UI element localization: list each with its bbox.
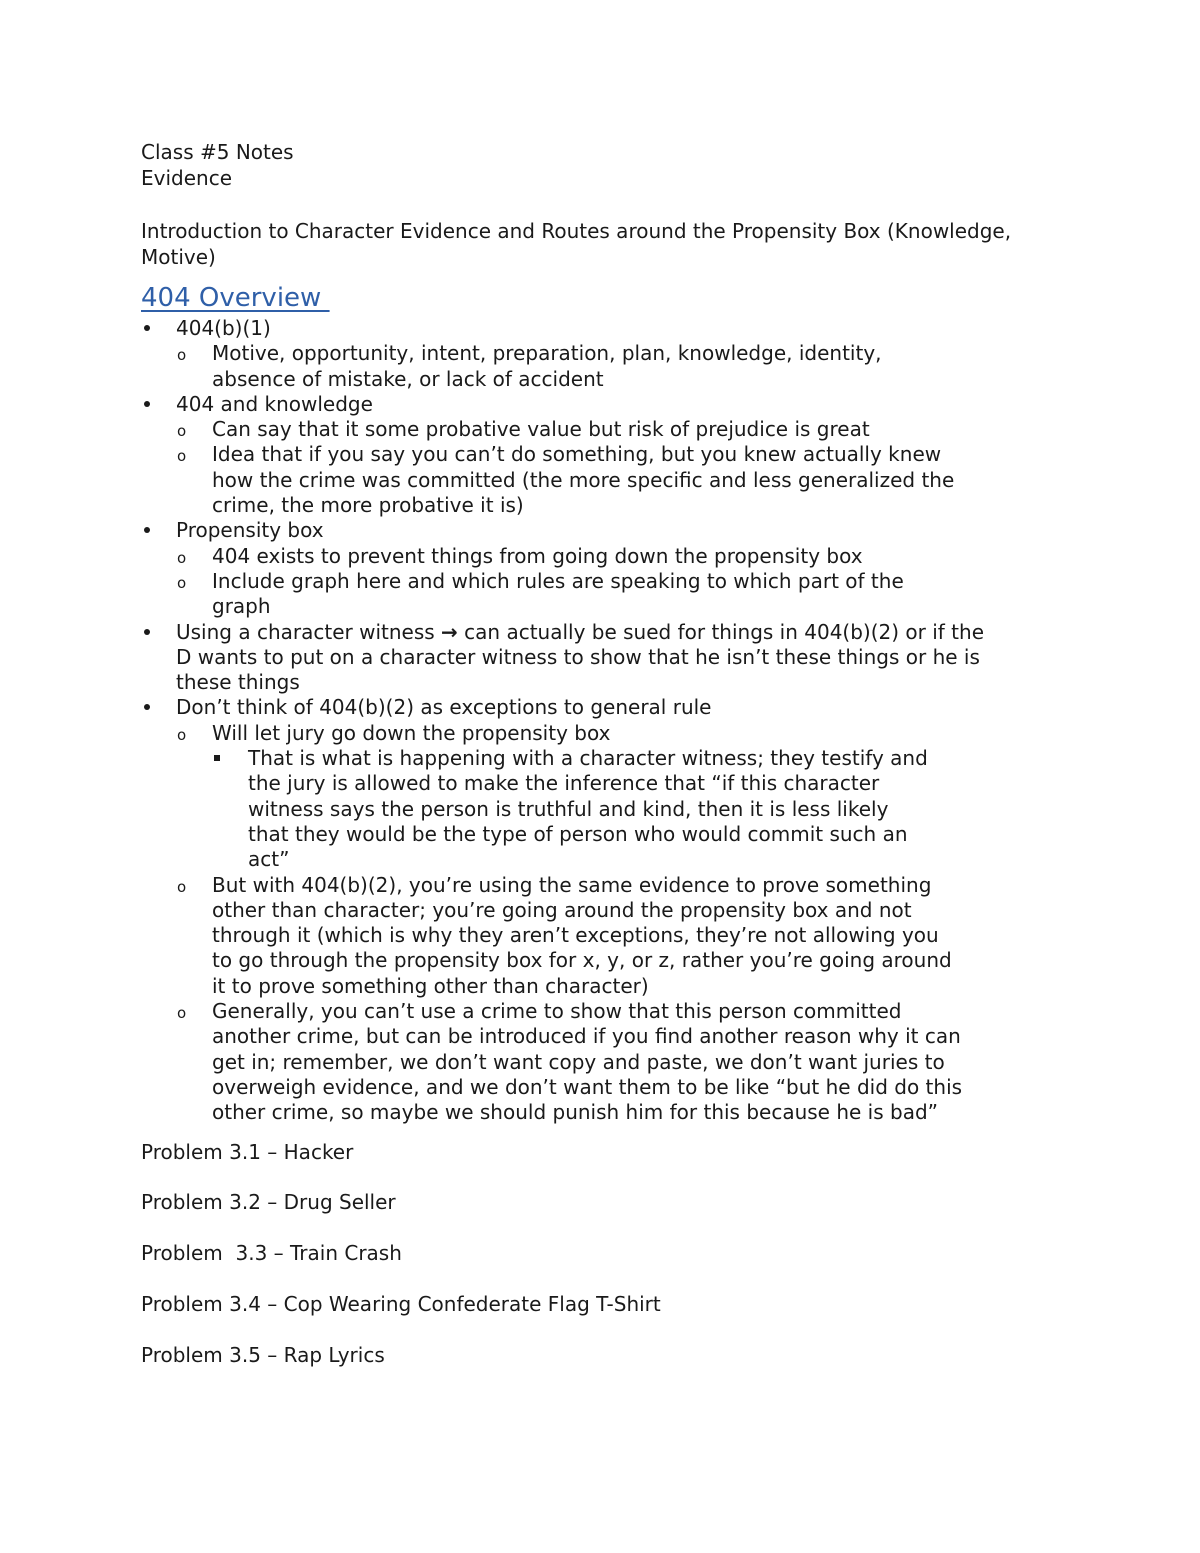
section-heading[interactable]: 404 Overview xyxy=(141,283,330,313)
list-item: Don’t think of 404(b)(2) as exceptions to general rule o Will let jury go down the propensity box That is what is happening with a character witness; they testify and the jury is allowed to make the inference that “if this character witness says the person is truthful and kind, then it is less likely that they would be the type of person who would commit such an act” o But with 404(b)(2), you’re using the same evidence to prove something other than character; you’re going around the propensity box and not through it (which is why they aren’t exceptions, they’re not allowing you to go through the propensity box for x, y, or z, rather you’re going around it to prove something other than character) o Generally, you can’t use a crime to show that this person committed another crime, but can be introduced if you find another reason why it can get in; remember, we don’t want copy and paste, we don’t want juries to overweigh evidence, and we don’t want them to be like “but he did do this other crime, so maybe we should punish him for this because he is bad” xyxy=(141,695,1071,1125)
list-item: o Motive, opportunity, intent, preparation, plan, knowledge, identity, absence of mistake, or lack of accident xyxy=(177,341,882,391)
list-item: o Will let jury go down the propensity box That is what is happening with a character witness; they testify and the jury is allowed to make the inference that “if this character witness says the person is truthful and kind, then it is less likely that they would be the type of person who would commit such an act” xyxy=(141,721,1071,873)
list-item: Using a character witness → can actually be sued for things in 404(b)(2) or if the D wants to put on a character witness to show that he isn’t these things or he is these things xyxy=(176,619,985,695)
class-title: Class #5 Notes xyxy=(141,140,294,164)
bullet-circle-icon: o xyxy=(177,1004,187,1023)
list-item: o Include graph here and which rules are speaking to which part of the graph xyxy=(177,568,904,619)
bullet-circle-icon: o xyxy=(177,725,187,744)
problem-item: Problem 3.1 – Hacker xyxy=(141,1139,354,1164)
list-item: o Generally, you can’t use a crime to show that this person committed another crime, but can be introduced if you find another reason why it can get in; remember, we don’t want copy and paste, we don’t want juries to overweigh evidence, and we don’t want them to be like “but he did do this other crime, so maybe we should punish him for this because he is bad” xyxy=(177,999,963,1125)
bullet-circle-icon: o xyxy=(177,573,187,592)
list-item: o 404 exists to prevent things from going down the propensity box xyxy=(141,544,1071,569)
list-item: o But with 404(b)(2), you’re using the same evidence to prove something other than character; you’re going around the propensity box and not through it (which is why they aren’t exceptions, they’re not allowing you to go through the propensity box for x, y, or z, rather you’re going around it to prove something other than character) xyxy=(177,872,952,998)
problem-item: Problem 3.4 – Cop Wearing Confederate Flag T-Shirt xyxy=(141,1291,661,1316)
document-page xyxy=(141,140,1071,1393)
topic-line-cont: Motive) xyxy=(141,244,216,269)
problem-item: Problem 3.2 – Drug Seller xyxy=(141,1190,396,1215)
bullet-circle-icon: o xyxy=(177,447,187,466)
right-arrow-icon: → xyxy=(441,619,458,644)
problems-list xyxy=(141,1140,1071,1369)
list-item: 404 and knowledge o Can say that it some probative value but risk of prejudice is great o Idea that if you say you can’t do something, but you knew actually knew how the crime was committed (the more specific and less generalized the crime, the more probative it is) xyxy=(141,392,1071,518)
bullet-circle-icon: o xyxy=(177,877,187,896)
list-item: That is what is happening with a character witness; they testify and the jury is allowed to make the inference that “if this character witness says the person is truthful and kind, then it is less likely that they would be the type of person who would commit such an act” xyxy=(248,746,928,872)
problem-item: Problem 3.3 – Train Crash xyxy=(141,1241,402,1266)
bullet-circle-icon: o xyxy=(177,422,187,441)
outline-list xyxy=(141,316,1071,1126)
list-item: o Can say that it some probative value but risk of prejudice is great xyxy=(141,417,1071,442)
list-item: o Idea that if you say you can’t do something, but you knew actually knew how the crime was committed (the more specific and less generalized the crime, the more probative it is) xyxy=(177,442,955,518)
list-item: 404(b)(1) o Motive, opportunity, intent, preparation, plan, knowledge, identity, absence of mistake, or lack of accident xyxy=(141,316,1071,392)
bullet-circle-icon: o xyxy=(177,346,187,365)
list-item: Propensity box o 404 exists to prevent things from going down the propensity box o Include graph here and which rules are speaking to which part of the graph xyxy=(141,518,1071,619)
bullet-circle-icon: o xyxy=(177,548,187,567)
problem-item: Problem 3.5 – Rap Lyrics xyxy=(141,1342,385,1367)
topic-line: Introduction to Character Evidence and Routes around the Propensity Box (Knowledge, xyxy=(141,219,1012,243)
subject-line: Evidence xyxy=(141,165,233,190)
